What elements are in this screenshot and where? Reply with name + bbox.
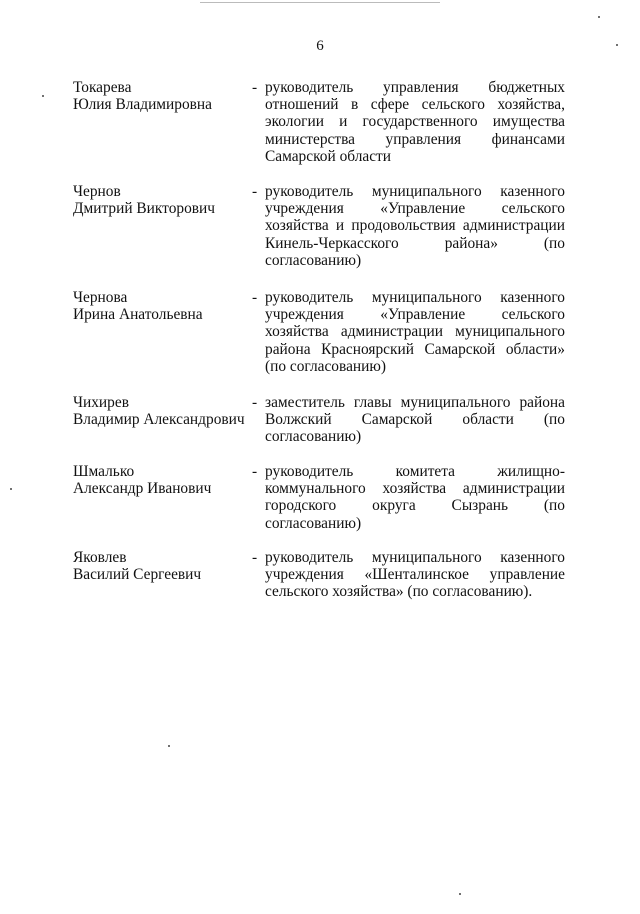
description-line: согласованию): [265, 514, 362, 532]
given-name: Юлия Владимировна: [73, 96, 213, 114]
position-description: [265, 79, 565, 165]
description-line: министерства управления финансами: [265, 130, 565, 148]
person-name: [73, 79, 253, 113]
description-line: руководитель муниципального казенного: [265, 289, 565, 306]
given-name: Ирина Анатольевна: [73, 306, 203, 324]
description-line: городского округа Сызрань (по: [265, 497, 565, 515]
description-line: руководитель комитета жилищно-: [265, 463, 565, 480]
description-line: коммунального хозяйства администрации: [265, 480, 565, 498]
position-description: [265, 549, 565, 601]
description-line: руководитель муниципального казенного: [265, 183, 565, 200]
position-description: [265, 394, 565, 446]
description-line: учреждения «Шенталинское управление: [265, 566, 565, 584]
dash: -: [252, 289, 258, 306]
position-description: [265, 289, 565, 375]
description-line: руководитель управления бюджетных: [265, 79, 565, 96]
person-name: [73, 289, 253, 323]
surname: Яковлев: [73, 549, 127, 566]
page-number: 6: [316, 38, 324, 54]
surname: Чернов: [73, 183, 121, 200]
scan-speck: [616, 44, 618, 46]
given-name: Дмитрий Викторович: [73, 200, 216, 218]
scan-speck: [168, 745, 170, 747]
given-name: Александр Иванович: [73, 480, 212, 498]
description-line: экологии и государственного имущества: [265, 113, 565, 131]
description-line: согласованию): [265, 251, 362, 269]
scan-speck: [459, 893, 461, 895]
description-line: учреждения «Управление сельского: [265, 306, 565, 324]
surname: Шмалько: [73, 463, 135, 480]
description-line: согласованию): [265, 428, 362, 446]
description-line: (по согласованию): [265, 357, 386, 375]
top-edge-line: [200, 2, 440, 3]
dash: -: [252, 394, 258, 411]
description-line: хозяйства администрации муниципального: [265, 323, 565, 341]
description-line: хозяйства и продовольствия администрации: [265, 217, 565, 235]
given-name: Владимир Александрович: [73, 411, 245, 429]
position-description: [265, 183, 565, 269]
description-line: Кинель-Черкасского района» (по: [265, 234, 565, 252]
dash: -: [252, 463, 258, 480]
surname: Чернова: [73, 289, 128, 306]
description-line: района Красноярский Самарской области»: [265, 340, 565, 358]
description-line: руководитель муниципального казенного: [265, 549, 565, 566]
description-line: Волжский Самарской области (по: [265, 411, 565, 429]
person-name: [73, 394, 253, 428]
scan-speck: [42, 95, 44, 97]
person-name: [73, 463, 253, 497]
person-name: [73, 549, 253, 583]
dash: -: [252, 549, 258, 566]
dash: -: [252, 183, 258, 200]
position-description: [265, 463, 565, 532]
given-name: Василий Сергеевич: [73, 566, 202, 584]
person-name: [73, 183, 253, 217]
surname: Чихирев: [73, 394, 129, 411]
description-line: сельского хозяйства» (по согласованию).: [265, 583, 533, 601]
surname: Токарева: [73, 79, 132, 96]
description-line: отношений в сфере сельского хозяйства,: [265, 96, 565, 114]
description-line: Самарской области: [265, 147, 392, 165]
dash: -: [252, 79, 258, 96]
description-line: учреждения «Управление сельского: [265, 200, 565, 218]
scan-speck: [10, 488, 12, 490]
description-line: заместитель главы муниципального района: [265, 394, 565, 411]
scan-speck: [598, 16, 600, 18]
